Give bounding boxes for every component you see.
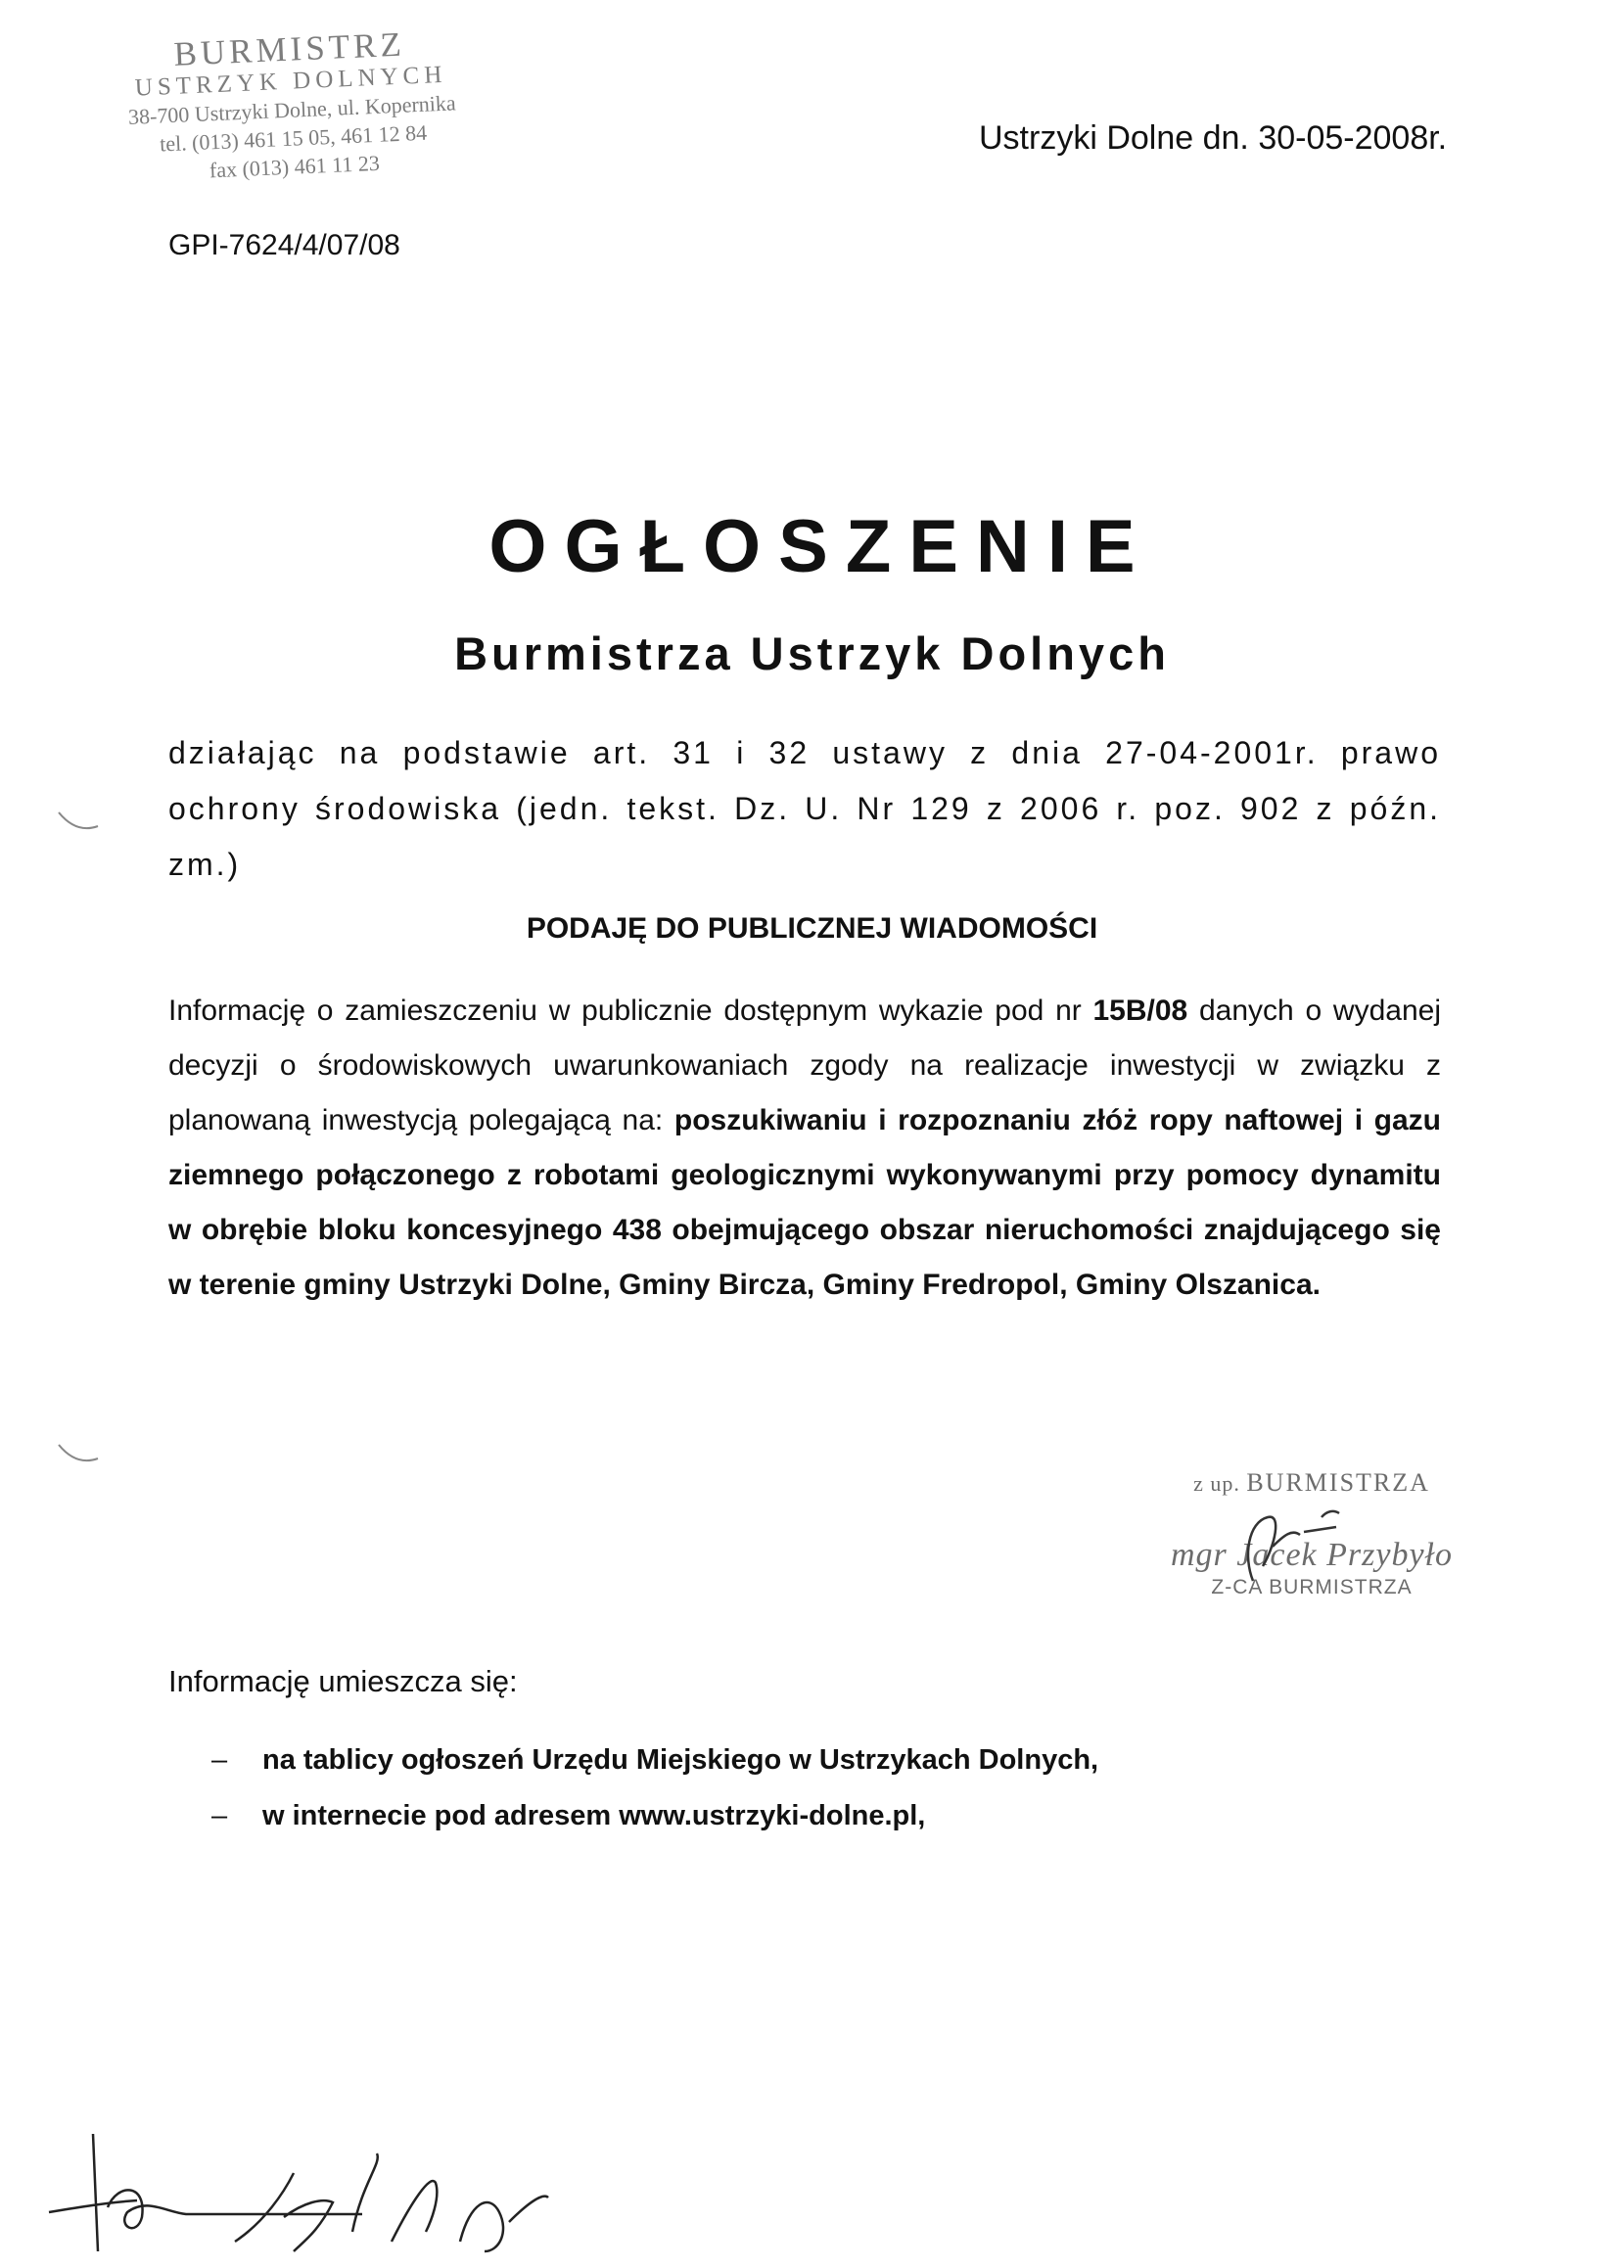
document-subtitle: Burmistrza Ustrzyk Dolnych bbox=[454, 627, 1170, 679]
punch-hole-mark-icon bbox=[49, 1437, 108, 1476]
on-behalf-office: BURMISTRZA bbox=[1246, 1468, 1430, 1497]
publication-heading: Informację umieszcza się: bbox=[168, 1664, 518, 1698]
stamp-line-town: USTRZYK DOLNYCH bbox=[134, 61, 447, 102]
publication-item-website: w internecie pod adresem www.ustrzyki-dolne.pl, bbox=[262, 1800, 926, 1831]
stamp-line-address: 38-700 Ustrzyki Dolne, ul. Kopernika bbox=[127, 90, 457, 129]
announcement-heading: PODAJĘ DO PUBLICZNEJ WIADOMOŚCI bbox=[526, 912, 1098, 945]
publication-item-notice-board: na tablicy ogłoszeń Urzędu Miejskiego w Ustrzykach Dolnych, bbox=[262, 1744, 1099, 1776]
official-stamp bbox=[103, 23, 481, 188]
main-paragraph bbox=[168, 984, 1441, 1313]
main-paragraph-decision: danych o wydanej decyzji o środowiskowych uwarunkowaniach zgody na realizacje inwestycji w związku z planowaną inwestycją polegającą na: bbox=[168, 995, 1441, 1136]
handwritten-signature-icon bbox=[1214, 1488, 1370, 1596]
document-title: OGŁOSZENIE bbox=[488, 505, 1153, 588]
signatory-role: Z-CA BURMISTRZA bbox=[1211, 1576, 1413, 1598]
stamp-line-fax: fax (013) 461 11 23 bbox=[209, 150, 381, 183]
handwritten-signature-icon bbox=[39, 2124, 587, 2261]
stamp-line-office: BURMISTRZ bbox=[172, 24, 406, 73]
bullet-dash: – bbox=[211, 1744, 228, 1776]
investment-description: poszukiwaniu i rozpoznaniu złóż ropy naftowej i gazu ziemnego połączonego z robotami geologicznymi wykonywanymi przy pomocy dynamitu w obrębie bloku koncesyjnego 438 obejmującego obszar nieruchomości znajdującego się w terenie gminy Ustrzyki Dolne, Gminy Bircza, Gminy Fredropol, Gminy Olszanica. bbox=[168, 1104, 1441, 1301]
on-behalf-prefix: z up. bbox=[1193, 1471, 1240, 1496]
registry-number: 15B/08 bbox=[1092, 995, 1188, 1027]
bullet-dash: – bbox=[211, 1800, 228, 1831]
stamp-line-phone: tel. (013) 461 15 05, 461 12 84 bbox=[159, 119, 428, 157]
signatory-name: mgr Jacek Przybyło bbox=[1170, 1537, 1453, 1573]
list-item bbox=[168, 1733, 1098, 1788]
punch-hole-mark-icon bbox=[49, 803, 108, 842]
list-item bbox=[168, 1788, 1098, 1844]
document-date: Ustrzyki Dolne dn. 30-05-2008r. bbox=[979, 119, 1448, 157]
legal-basis-paragraph: działając na podstawie art. 31 i 32 ustawy z dnia 27-04-2001r. prawo ochrony środowiska (jedn. tekst. Dz. U. Nr 129 z 2006 r. poz. 902 z późn. zm.) bbox=[168, 735, 1441, 882]
main-paragraph-intro: Informację o zamieszczeniu w publicznie dostępnym wykazie pod nr bbox=[168, 995, 1093, 1027]
publication-list bbox=[168, 1733, 1098, 1844]
reference-number: GPI-7624/4/07/08 bbox=[168, 229, 400, 261]
